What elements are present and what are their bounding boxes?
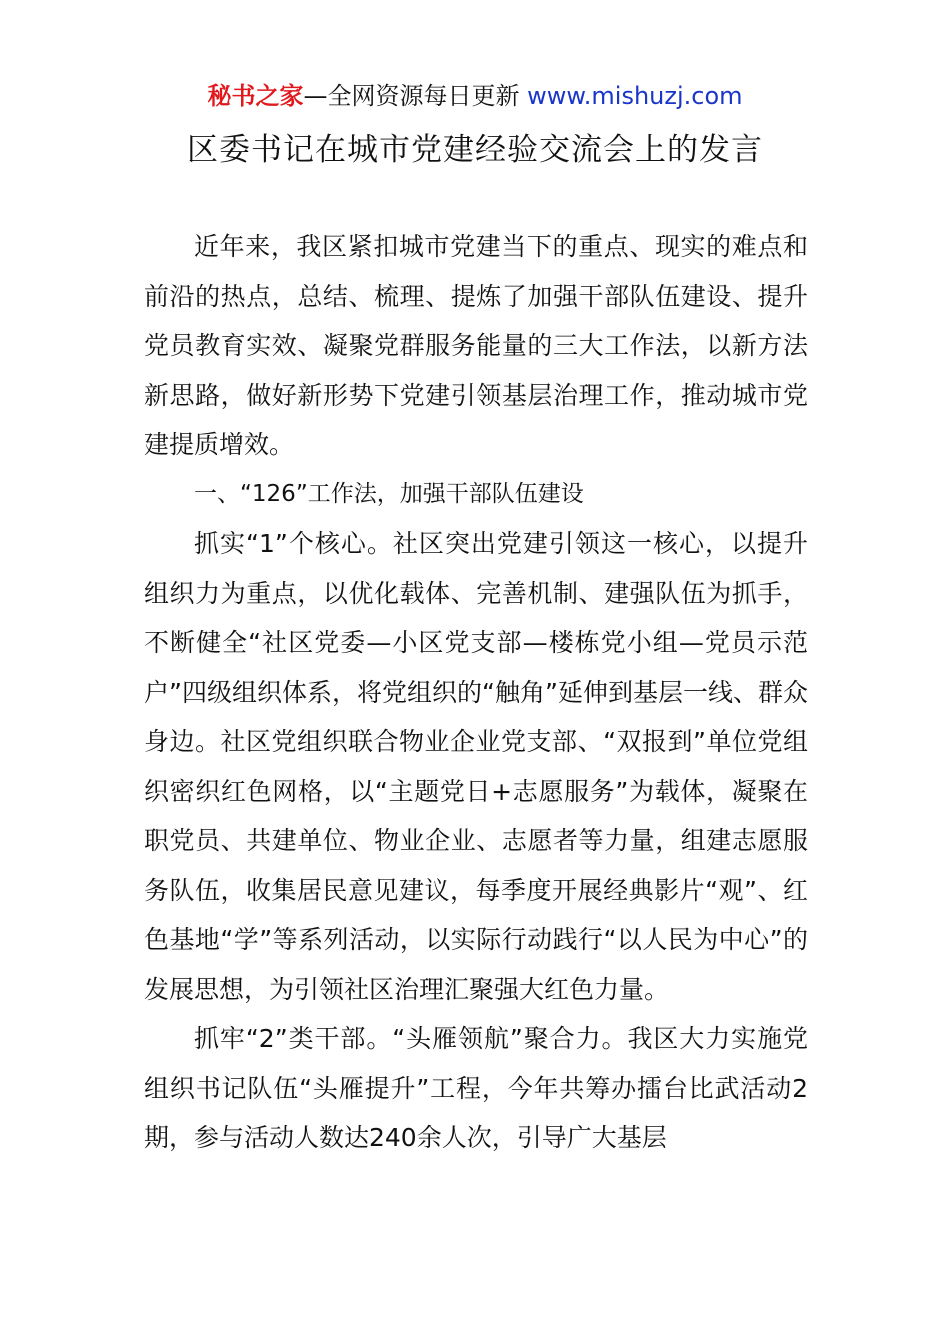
brand-name: 秘书之家: [207, 82, 304, 110]
document-body: [144, 222, 808, 1163]
header-tagline: —全网资源每日更新: [303, 82, 520, 110]
site-url-link[interactable]: www.mishuzj.com: [527, 82, 743, 110]
document-title: 区委书记在城市党建经验交流会上的发言: [187, 132, 763, 168]
intro-paragraph: 近年来，我区紧扣城市党建当下的重点、现实的难点和前沿的热点，总结、梳理、提炼了加强干部队伍建设、提升党员教育实效、凝聚党群服务能量的三大工作法，以新方法新思路，做好新形势下党建引领基层治理工作，推动城市党建提质增效。: [144, 232, 808, 459]
body-paragraph: 抓实“1”个核心。社区突出党建引领这一核心，以提升组织力为重点，以优化载体、完善机制、建强队伍为抓手，不断健全“社区党委—小区党支部—楼栋党小组—党员示范户”四级组织体系，将党组织的“触角”延伸到基层一线、群众身边。社区党组织联合物业企业党支部、“双报到”单位党组织密织红色网格，以“主题党日+志愿服务”为载体，凝聚在职党员、共建单位、物业企业、志愿者等力量，组建志愿服务队伍，收集居民意见建议，每季度开展经典影片“观”、红色基地“学”等系列活动，以实际行动践行“以人民为中心”的发展思想，为引领社区治理汇聚强大红色力量。: [144, 529, 808, 1004]
body-paragraph: 抓牢“2”类干部。“头雁领航”聚合力。我区大力实施党组织书记队伍“头雁提升”工程，今年共筹办擂台比武活动2期，参与活动人数达240余人次，引导广大基层: [144, 1024, 808, 1152]
site-header: [0, 80, 950, 112]
section-heading: 一、“126”工作法，加强干部队伍建设: [194, 480, 584, 507]
